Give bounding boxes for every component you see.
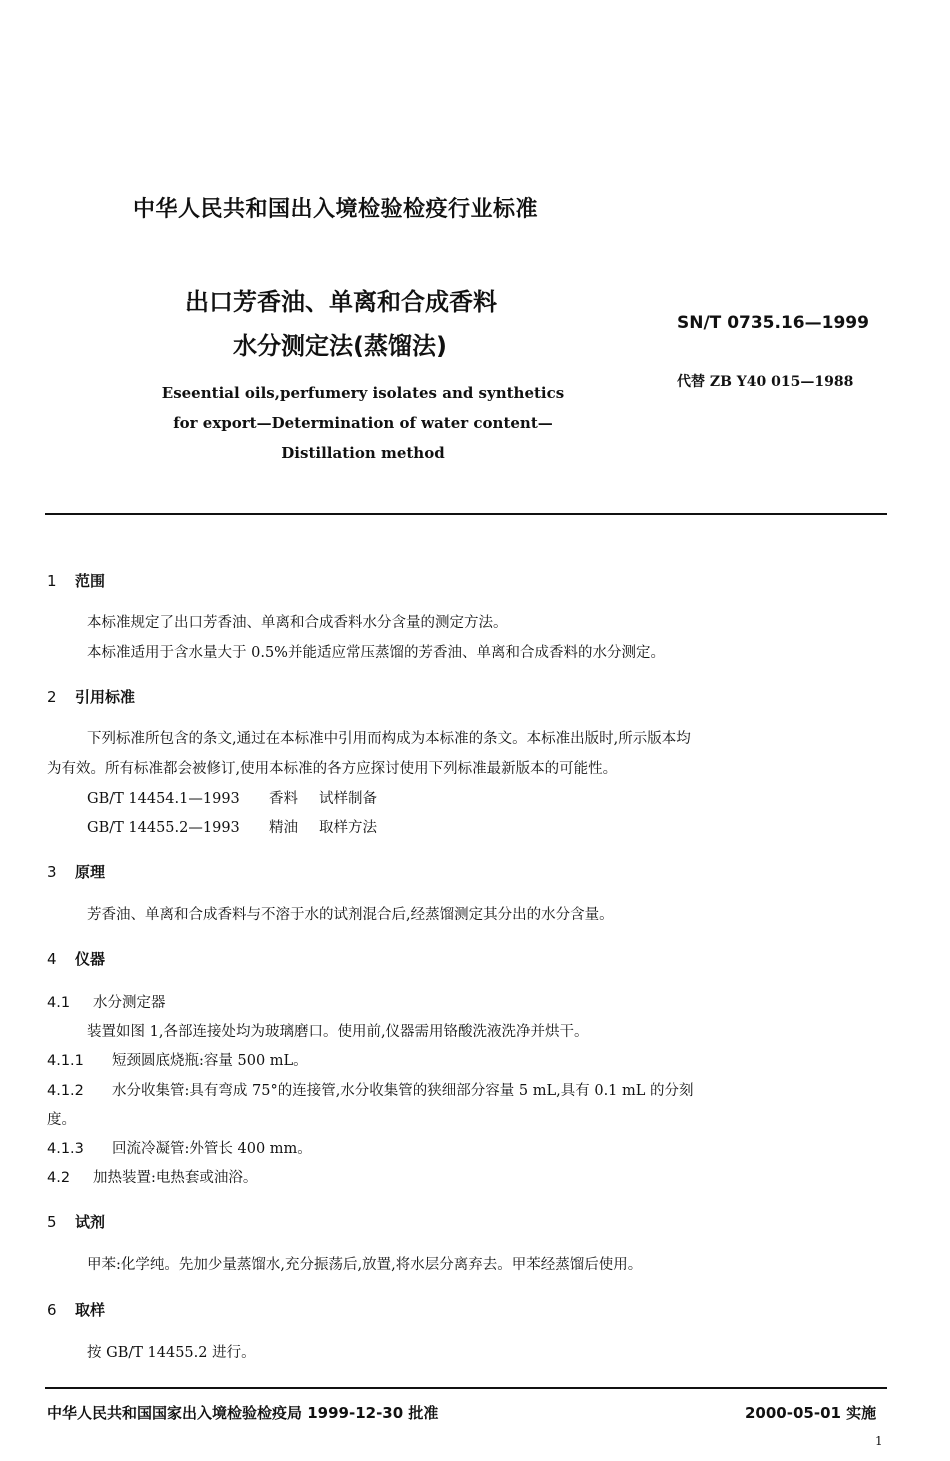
section-number: 3 xyxy=(47,863,57,881)
subsection-4-1-1 xyxy=(47,1049,308,1070)
subsection-4-1-3 xyxy=(47,1137,312,1158)
section-title: 仪器 xyxy=(75,950,106,968)
title-zh-line1: 出口芳香油、单离和合成香料 xyxy=(185,288,497,316)
section-number: 6 xyxy=(47,1301,57,1319)
reference-category: 香料 xyxy=(269,791,298,807)
subsection-4-1-2 xyxy=(47,1079,694,1100)
paragraph: 按 GB/T 14455.2 进行。 xyxy=(87,1345,256,1361)
replaces-standard: 代替 ZB Y40 015—1988 xyxy=(677,374,854,390)
section-title: 引用标准 xyxy=(75,688,136,706)
title-en-line1: Eseential oils,perfumery isolates and synthetics xyxy=(161,384,565,402)
subsection-text: 短颈圆底烧瓶:容量 500 mL。 xyxy=(112,1053,308,1069)
subsection-text: 加热装置:电热套或油浴。 xyxy=(93,1170,258,1186)
reference-title: 试样制备 xyxy=(319,791,377,807)
section-number: 2 xyxy=(47,688,57,706)
reference-title: 取样方法 xyxy=(319,820,377,836)
title-zh-line2: 水分测定法(蒸馏法) xyxy=(233,332,447,360)
section-4-heading xyxy=(47,948,105,969)
page-number: 1 xyxy=(875,1434,883,1448)
section-number: 4 xyxy=(47,950,57,968)
paragraph: 甲苯:化学纯。先加少量蒸馏水,充分振荡后,放置,将水层分离弃去。甲苯经蒸馏后使用。 xyxy=(87,1257,643,1273)
subsection-4-1 xyxy=(47,991,166,1012)
reference-item xyxy=(87,787,377,808)
section-title: 原理 xyxy=(75,863,106,881)
subsection-number: 4.1.1 xyxy=(47,1053,84,1069)
subsection-number: 4.2 xyxy=(47,1170,71,1186)
subsection-4-2 xyxy=(47,1166,257,1187)
subsection-number: 4.1.2 xyxy=(47,1083,84,1099)
subsection-text: 回流冷凝管:外管长 400 mm。 xyxy=(112,1141,312,1157)
section-6-heading xyxy=(47,1299,105,1320)
subsection-text: 水分收集管:具有弯成 75°的连接管,水分收集管的狭细部分容量 5 mL,具有 0.1 mL 的分刻 xyxy=(112,1083,694,1099)
reference-code: GB/T 14454.1—1993 xyxy=(87,791,240,807)
section-3-heading xyxy=(47,861,105,882)
paragraph: 本标准规定了出口芳香油、单离和合成香料水分含量的测定方法。 xyxy=(87,615,508,631)
paragraph: 下列标准所包含的条文,通过在本标准中引用而构成为本标准的条文。本标准出版时,所示版本均 xyxy=(87,731,691,747)
subsection-number: 4.1 xyxy=(47,995,71,1011)
reference-category: 精油 xyxy=(269,820,298,836)
reference-code: GB/T 14455.2—1993 xyxy=(87,820,240,836)
section-1-heading xyxy=(47,570,105,591)
subsection-title: 水分测定器 xyxy=(93,995,166,1011)
org-standard-header: 中华人民共和国出入境检验检疫行业标准 xyxy=(133,197,539,222)
standard-code: SN/T 0735.16—1999 xyxy=(677,313,869,333)
section-5-heading xyxy=(47,1211,105,1232)
paragraph-continued: 为有效。所有标准都会被修订,使用本标准的各方应探讨使用下列标准最新版本的可能性。 xyxy=(47,761,618,777)
footer-divider xyxy=(45,1387,887,1389)
effective-date: 2000-05-01 实施 xyxy=(745,1404,877,1422)
title-en-line3: Distillation method xyxy=(281,444,445,462)
reference-item xyxy=(87,816,377,837)
section-title: 试剂 xyxy=(75,1213,106,1231)
paragraph: 装置如图 1,各部连接处均为玻璃磨口。使用前,仪器需用铬酸洗液洗净并烘干。 xyxy=(87,1024,589,1040)
section-number: 1 xyxy=(47,572,57,590)
paragraph-continued: 度。 xyxy=(47,1112,76,1128)
section-title: 范围 xyxy=(75,572,106,590)
section-2-heading xyxy=(47,686,135,707)
paragraph: 本标准适用于含水量大于 0.5%并能适应常压蒸馏的芳香油、单离和合成香料的水分测定。 xyxy=(87,645,665,661)
header-divider xyxy=(45,513,887,515)
section-title: 取样 xyxy=(75,1301,106,1319)
section-number: 5 xyxy=(47,1213,57,1231)
paragraph: 芳香油、单离和合成香料与不溶于水的试剂混合后,经蒸馏测定其分出的水分含量。 xyxy=(87,907,614,923)
approval-date: 中华人民共和国国家出入境检验检疫局 1999-12-30 批准 xyxy=(47,1404,439,1422)
title-en-line2: for export—Determination of water content— xyxy=(173,414,553,432)
subsection-number: 4.1.3 xyxy=(47,1141,84,1157)
